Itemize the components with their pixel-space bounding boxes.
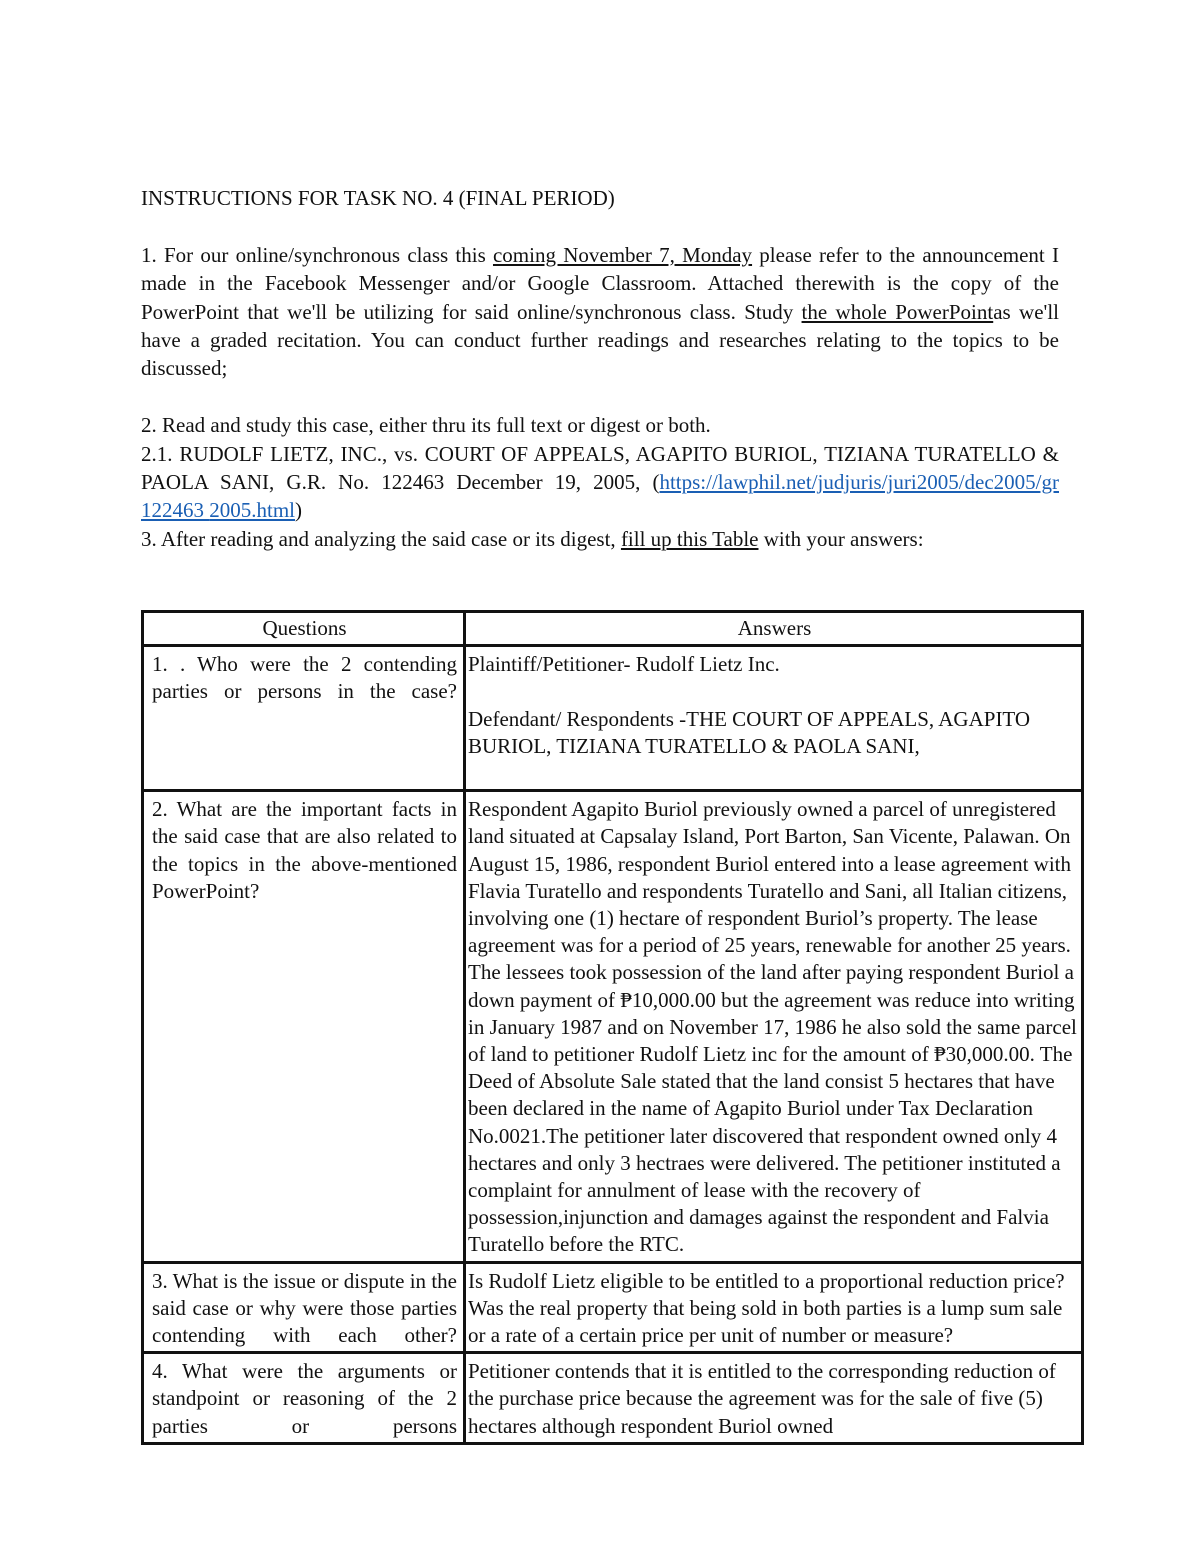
powerpoint-note: the whole PowerPoint	[801, 299, 994, 324]
instruction-item-3: 3. After reading and analyzing the said case or its digest, fill up this Table with your answers:	[141, 526, 924, 551]
table-row	[143, 646, 1083, 791]
instructions-section	[141, 184, 1059, 553]
table-header-row	[143, 612, 1083, 646]
case-link[interactable]: https://lawphil.net/judjuris/juri2005/dec2005/gr 122463 2005.html	[141, 470, 1059, 523]
answer-cell: Is Rudolf Lietz eligible to be entitled to a proportional reduction price?Was the real property that being sold in both parties is a lump sum sale or a rate of a certain price per unit of number or measure?	[465, 1262, 1083, 1353]
table-row	[143, 791, 1083, 1262]
questions-header: Questions	[143, 612, 465, 646]
instruction-item-1: 1. For our online/synchronous class this coming November 7, Monday please refer to the announcement I made in the Facebook Messenger and/or Google Classroom. Attached therewith is the copy of the PowerPoint that we'll be utilizing for said online/synchronous class. Study the whole PowerPointas we'll have a graded recitation. You can conduct further readings and researches relating to the topics to be discussed;	[141, 242, 1060, 381]
table-row	[143, 1262, 1083, 1353]
instruction-item-2: 2. Read and study this case, either thru its full text or digest or both.	[141, 413, 711, 438]
table-row	[143, 1353, 1083, 1444]
question-cell: 2. What are the important facts in the said case that are also related to the topics in the above-mentioned PowerPoint?	[143, 791, 465, 1262]
case-citation: 2.1. RUDOLF LIETZ, INC., vs. COURT OF APPEALS, AGAPITO BURIOL, TIZIANA TURATELLO & PAOLA SANI, G.R. No. 122463 December 19, 2005, (https://lawphil.net/judjuris/juri2005/dec2005/gr 122463 2005.html)	[141, 441, 1059, 523]
question-cell: 3. What is the issue or dispute in the said case or why were those parties contending with each other?	[143, 1262, 465, 1353]
question-cell: 4. What were the arguments or standpoint or reasoning of the 2 parties or persons	[143, 1353, 465, 1444]
qa-table	[141, 610, 1084, 1445]
class-date: coming November 7, Monday	[492, 242, 753, 267]
document-title: INSTRUCTIONS FOR TASK NO. 4 (FINAL PERIOD)	[141, 186, 615, 210]
answer-cell: Petitioner contends that it is entitled to the corresponding reduction of the purchase price because the agreement was for the sale of five (5) hectares although respondent Buriol owned	[465, 1353, 1083, 1444]
answers-header: Answers	[465, 612, 1083, 646]
fill-table-note: fill up this Table	[620, 526, 759, 551]
answer-cell: Respondent Agapito Buriol previously owned a parcel of unregistered land situated at Capsalay Island, Port Barton, San Vicente, Palawan. On August 15, 1986, respondent Buriol entered into a lease agreement with Flavia Turatello and respondents Turatello and Sani, all Italian citizens, involving one (1) hectare of respondent Buriol’s property. The lease agreement was for a period of 25 years, renewable for another 25 years. The lessees took possession of the land after paying respondent Buriol a down payment of ₱10,000.00 but the agreement was reduce into writing in January 1987 and on November 17, 1986 he also sold the same parcel of land to petitioner Rudolf Lietz inc for the amount of ₱30,000.00. The Deed of Absolute Sale stated that the land consist 5 hectares that have been declared in the name of Agapito Buriol under Tax Declaration No.0021.The petitioner later discovered that respondent owned only 4 hectares and only 3 hectraes were delivered. The petitioner instituted a complaint for annulment of lease with the recovery of possession,injunction and damages against the respondent and Falvia Turatello before the RTC.	[465, 791, 1083, 1262]
question-cell: 1. . Who were the 2 contending parties or persons in the case?	[143, 646, 465, 791]
answer-cell: Plaintiff/Petitioner- Rudolf Lietz Inc. Defendant/ Respondents -THE COURT OF APPEALS, AGAPITO BURIOL, TIZIANA TURATELLO & PAOLA SANI,	[465, 646, 1083, 791]
